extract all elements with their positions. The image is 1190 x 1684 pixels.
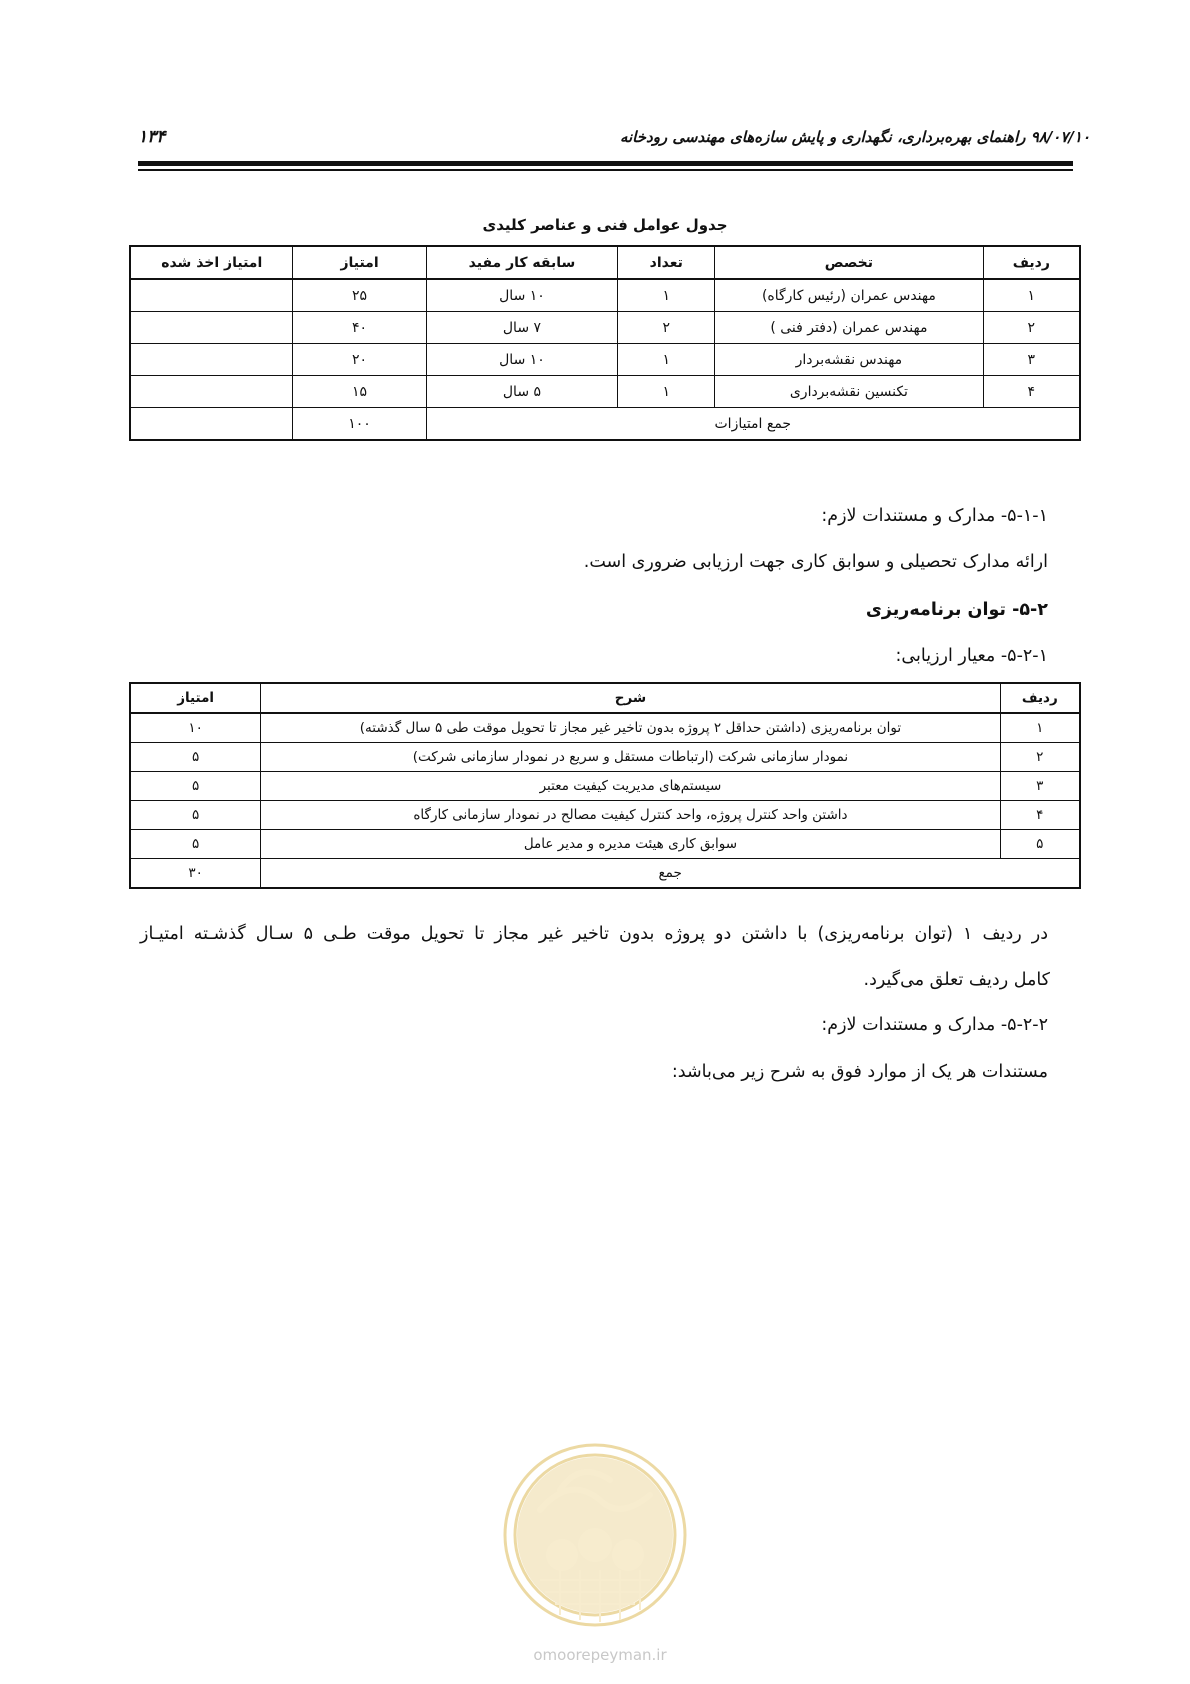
section-5-1-1-text: ارائه مدارک تحصیلی و سوابق کاری جهت ارزیابی ضروری است. [583, 552, 1048, 572]
table-cell: ۵ [130, 743, 261, 772]
table-cell: ۳ [1000, 772, 1080, 801]
header-rule-thick [138, 161, 1073, 166]
table-cell: ۱ [983, 279, 1080, 312]
section-5-2-2-text: مستندات هر یک از موارد فوق به شرح زیر می‌باشد: [671, 1062, 1048, 1082]
column-header: ردیف [983, 246, 1080, 279]
table-cell: تکنسین نقشه‌برداری [715, 376, 983, 408]
table-row [130, 376, 1080, 408]
header-rule-thin [138, 169, 1073, 171]
planning-criteria-table [129, 682, 1081, 889]
table-cell: توان برنامه‌ریزی (داشتن حداقل ۲ پروژه بدون تاخیر غیر مجاز تا تحویل موقت طی ۵ سال گذشته) [261, 713, 1000, 743]
column-header: سابقه کار مفید [426, 246, 618, 279]
table-row [130, 713, 1080, 743]
table-cell: مهندس عمران (رئیس کارگاه) [715, 279, 983, 312]
total-label: جمع [261, 859, 1080, 889]
table-cell: ۵ سال [426, 376, 618, 408]
table-cell: مهندس عمران (دفتر فنی ) [715, 312, 983, 344]
table-cell: ۳ [983, 344, 1080, 376]
table-cell: ۱۰ سال [426, 344, 618, 376]
table-cell: ۱ [618, 279, 715, 312]
table-row [130, 830, 1080, 859]
table-row [130, 801, 1080, 830]
table1-caption: جدول عوامل فنی و عناصر کلیدی [482, 216, 728, 234]
omoore-peyman-logo-icon [500, 1440, 690, 1630]
planning-note-line2: کامل ردیف تعلق می‌گیرد. [863, 970, 1050, 990]
total-label: جمع امتیازات [426, 408, 1080, 441]
section-5-2-2-heading: ۵-۲-۲- مدارک و مستندات لازم: [821, 1015, 1048, 1035]
watermark-url: omoorepeyman.ir [533, 1646, 667, 1664]
table-cell: سیستم‌های مدیریت کیفیت معتبر [261, 772, 1000, 801]
table-cell: سوابق کاری هیئت مدیره و مدیر عامل [261, 830, 1000, 859]
table-cell: ۲ [983, 312, 1080, 344]
table-cell: ۴۰ [293, 312, 426, 344]
table-header-row [130, 683, 1080, 713]
column-header: تعداد [618, 246, 715, 279]
table-cell: مهندس نقشه‌بردار [715, 344, 983, 376]
table-cell: ۱ [618, 344, 715, 376]
page-header [138, 126, 1090, 148]
table-row [130, 743, 1080, 772]
table-cell: ۵ [1000, 830, 1080, 859]
table-cell [130, 376, 293, 408]
table-cell: ۲ [1000, 743, 1080, 772]
table-total-row [130, 859, 1080, 889]
table-cell: ۵ [130, 772, 261, 801]
table-row [130, 312, 1080, 344]
table-cell: داشتن واحد کنترل پروژه، واحد کنترل کیفیت مصالح در نمودار سازمانی کارگاه [261, 801, 1000, 830]
planning-note-line1: در ردیف ۱ (توان برنامه‌ریزی) با داشتن دو پروژه بدون تاخیر غیر مجاز تا تحویل موقت طـی ۵ سـال گذشـته امتیـاز [140, 924, 1049, 944]
table-cell: ۴ [983, 376, 1080, 408]
table-total-row [130, 408, 1080, 441]
table-cell: ۱ [618, 376, 715, 408]
table-cell: ۷ سال [426, 312, 618, 344]
total-value: ۱۰۰ [293, 408, 426, 441]
column-header: امتیاز [130, 683, 261, 713]
page-number: ۱۳۴ [138, 127, 166, 147]
table-cell: نمودار سازمانی شرکت (ارتباطات مستقل و سریع در نمودار سازمانی شرکت) [261, 743, 1000, 772]
table-cell: ۲۵ [293, 279, 426, 312]
total-value: ۳۰ [130, 859, 261, 889]
table-cell: ۵ [130, 801, 261, 830]
table-cell: ۱۰ [130, 713, 261, 743]
table-row [130, 279, 1080, 312]
running-title: ۹۸/۰۷/۱۰ راهنمای بهره‌برداری، نگهداری و پایش سازه‌های مهندسی رودخانه [619, 128, 1090, 146]
table-cell [130, 279, 293, 312]
section-5-1-1-heading: ۵-۱-۱- مدارک و مستندات لازم: [821, 506, 1048, 526]
table-cell: ۱ [1000, 713, 1080, 743]
table-cell [130, 312, 293, 344]
table-cell: ۲۰ [293, 344, 426, 376]
table-cell: ۱۵ [293, 376, 426, 408]
column-header: امتیاز اخذ شده [130, 246, 293, 279]
table-row [130, 772, 1080, 801]
column-header: ردیف [1000, 683, 1080, 713]
table-cell [130, 344, 293, 376]
table-row [130, 344, 1080, 376]
table-cell: ۵ [130, 830, 261, 859]
table-cell: ۴ [1000, 801, 1080, 830]
section-5-2-heading: ۵-۲- توان برنامه‌ریزی [865, 600, 1048, 620]
section-5-2-1-heading: ۵-۲-۱- معیار ارزیابی: [895, 646, 1048, 666]
column-header: امتیاز [293, 246, 426, 279]
column-header: شرح [261, 683, 1000, 713]
table-cell: ۱۰ سال [426, 279, 618, 312]
column-header: تخصص [715, 246, 983, 279]
technical-factors-table [129, 245, 1081, 441]
table-cell: ۲ [618, 312, 715, 344]
table-cell [130, 408, 293, 441]
table-header-row [130, 246, 1080, 279]
